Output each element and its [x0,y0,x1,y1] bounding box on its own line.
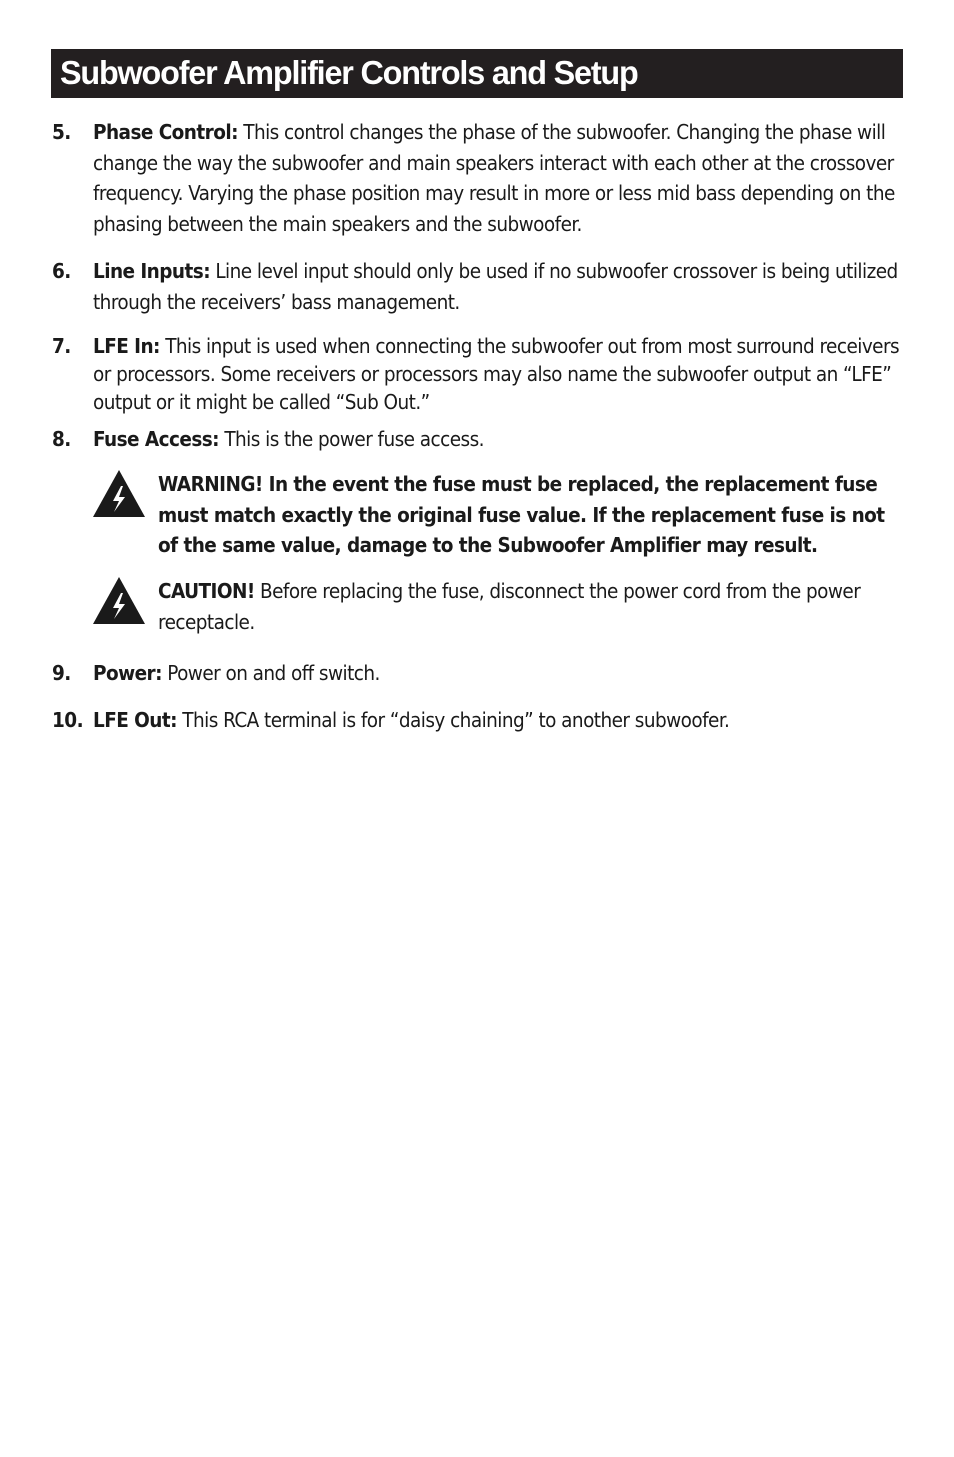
caution-body: Before replacing the fuse, disconnect the power cord from the power receptacle. [158,579,861,634]
item-label: Fuse Access: [93,427,220,451]
item-label: Power: [93,661,162,685]
item-body [93,658,904,689]
item-number: 8. [52,427,71,451]
item-text: Line level input should only be used if no subwoofer crossover is being utilized through the receivers’ bass management. [93,259,898,314]
item-label: LFE In: [93,334,160,358]
item-label: Line Inputs: [93,259,211,283]
item-body [93,117,904,239]
page-title: Subwoofer Amplifier Controls and Setup [60,54,638,91]
item-body [93,332,904,416]
item-text: Power on and off switch. [161,661,380,685]
item-body [93,705,904,736]
warning-text: WARNING! In the event the fuse must be replaced, the replacement fuse must match exactly the original fuse value. If the replacement fuse is not of the same value, damage to the Subwoofer Amplifier may result. [158,472,885,557]
item-number: 6. [52,259,71,283]
item-body [93,256,904,317]
item-text: This is the power fuse access. [219,427,484,451]
item-number: 10. [52,708,84,732]
caution-label: CAUTION! [158,579,255,603]
item-text: This RCA terminal is for “daisy chaining” to another subwoofer. [176,708,730,732]
item-body [93,424,904,455]
item-label: LFE Out: [93,708,177,732]
item-number: 9. [52,661,71,685]
item-number: 7. [52,334,71,358]
lightning-warning-icon [92,469,146,519]
item-text: This input is used when connecting the subwoofer out from most surround receivers or processors. Some receivers or processors may also name the subwoofer output an “LFE” output or it might be called “Sub Out.” [93,334,900,414]
item-number: 5. [52,120,71,144]
caution-text [158,576,904,637]
item-text: This control changes the phase of the subwoofer. Changing the phase will change the way the subwoofer and main speakers interact with each other at the crossover frequency. Varying the phase position may result in more or less mid bass depending on the phasing between the main speakers and the subwoofer. [93,120,895,236]
section-header [51,49,903,98]
lightning-warning-icon [92,576,146,626]
item-label: Phase Control: [93,120,238,144]
